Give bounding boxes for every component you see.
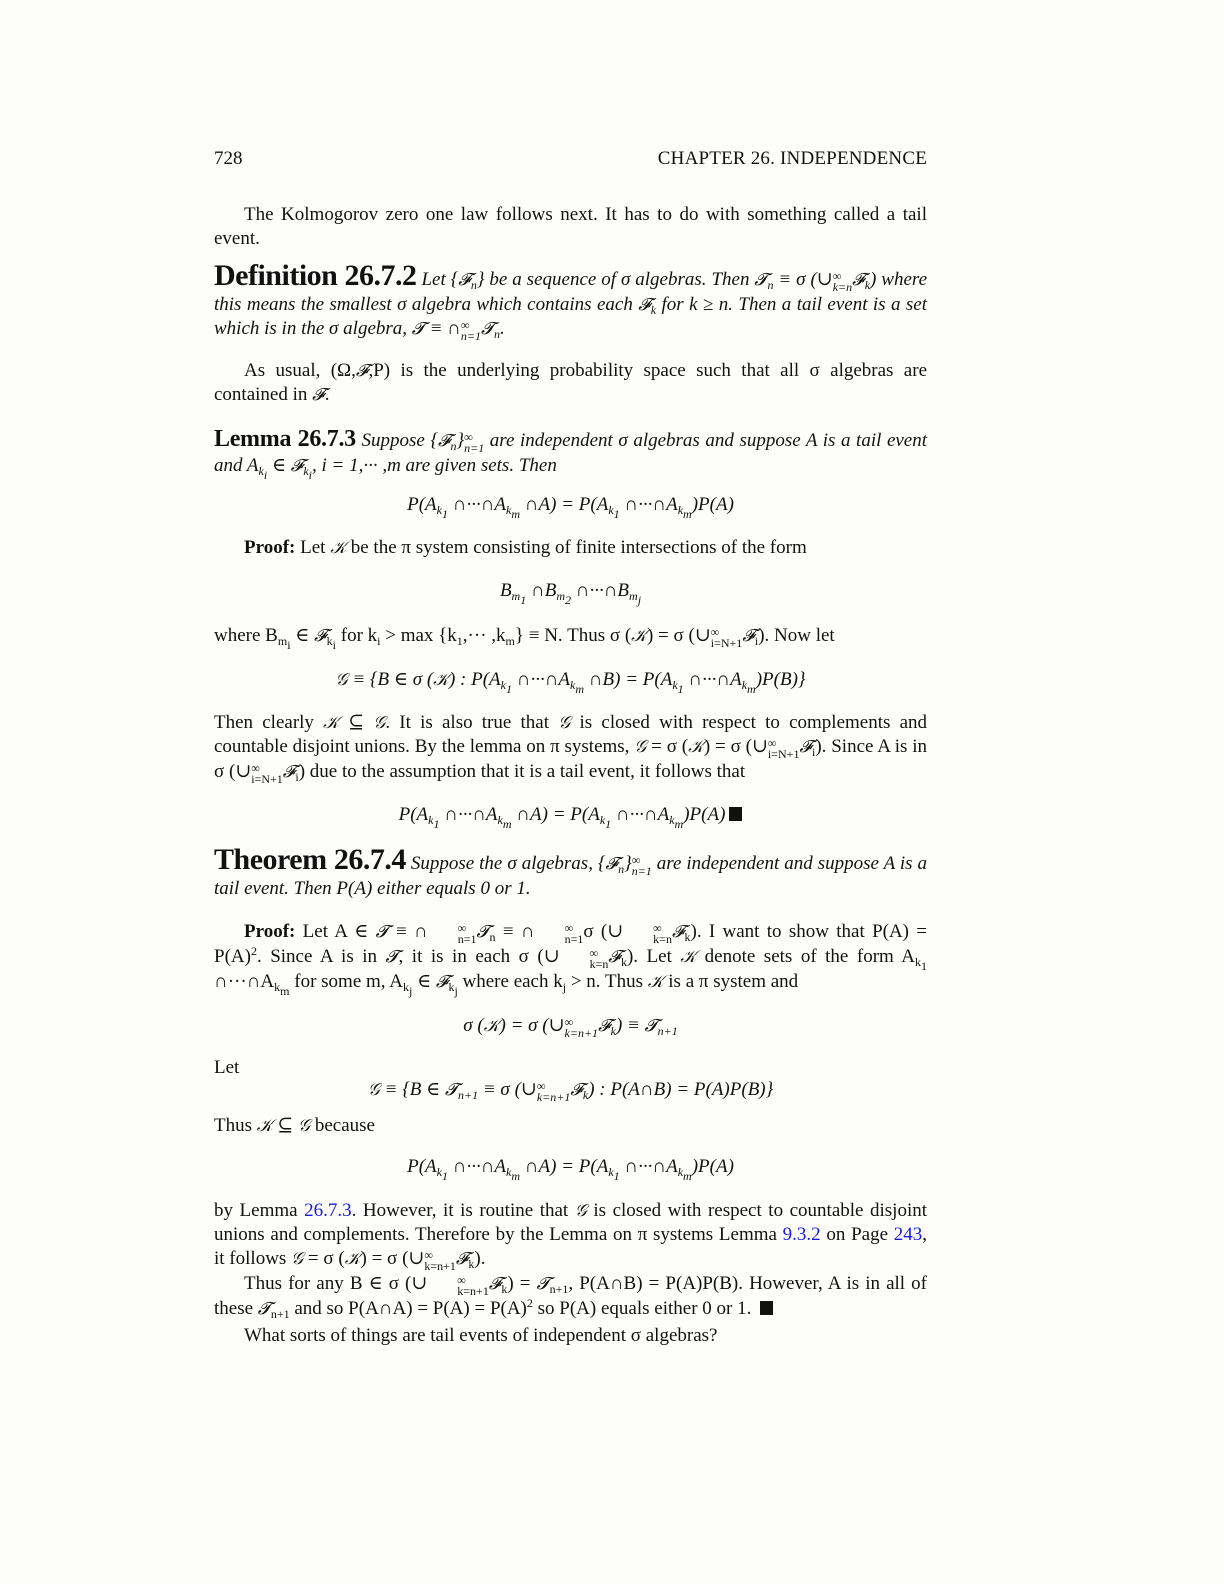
probability-space-paragraph: As usual, (Ω,𝓕,P) is the underlying probability space such that all σ algebras are contained in 𝓕. bbox=[214, 360, 927, 405]
g-definition-equation: 𝒢 ≡ {B ∈ σ (𝒦) : $P(A_{k_1}$ $\cap\cdot\cdot\cdot\cap A_{k_m}$ ∩B) = $P(A_{k_1}$ $\cap\cdot\cdot\cdot\cap A_{k_m})P(B)$} bbox=[335, 669, 806, 696]
intersection-form-equation: $B_{m_1}$ $\cap B_{m_2}$ $\cap\cdot\cdot\cdot\cap B_{m_j}$ bbox=[499, 580, 642, 607]
closing-question: What sorts of things are tail events of independent σ algebras? bbox=[244, 1325, 718, 1346]
sigma-k-equation: σ (𝒦) = σ (∪ ∞ k=n+1 𝓕$_k$) ≡ 𝓣$_{n+1}$ bbox=[463, 1015, 678, 1040]
qed-square-icon bbox=[760, 1301, 773, 1315]
theorem-label: Theorem 26.7.4 bbox=[214, 843, 406, 876]
theorem-26-7-4: Theorem 26.7.4 Suppose the σ algebras, {𝓕$_n$} ∞ n=1 are independent and suppose A is a tail event. Then P(A) either equals 0 or 1. bbox=[214, 843, 928, 899]
lemma-9-3-2-link[interactable]: 9.3.2 bbox=[782, 1224, 821, 1245]
definition-26-7-2: Definition 26.7.2 Let {𝓕$_n$} be a sequence of σ algebras. Then 𝓣$_n$ ≡ σ (∪ ∞ k=n 𝓕$_k$) where this means the smallest σ algebra which contains each 𝓕$_k$ for k ≥ n. Then a tail event is a set which is in the σ algebra, 𝓣 ≡ ∩ ∞ n=1 𝓣$_n$. bbox=[214, 259, 928, 343]
by-lemma-paragraph: by Lemma 26.7.3. However, it is routine that 𝒢 is closed with respect to countable disjoint unions and complements. Therefore by the Lemma on π systems Lemma 9.3.2 on Page 243, it follows 𝒢 = σ (𝒦) = σ (∪ ∞ k=n+1 𝓕$_k$). bbox=[214, 1200, 928, 1273]
lemma-restated-equation: $P(A_{k_1}$ $\cap\cdot\cdot\cdot\cap A_{k_m}$ ∩A) = $P(A_{k_1}$ $\cap\cdot\cdot\cdot\cap A_{k_m})P(A)$ bbox=[407, 1156, 734, 1183]
proof-label: Proof: bbox=[244, 537, 296, 558]
chapter-title: CHAPTER 26. INDEPENDENCE bbox=[657, 148, 927, 169]
definition-label: Definition 26.7.2 bbox=[214, 259, 417, 292]
let-label: Let bbox=[214, 1057, 240, 1078]
proof-theorem: Proof: Let A ∈ 𝓣 ≡ ∩ ∞ n=1 𝓣$_n$ ≡ ∩ ∞ n=1 σ (∪ ∞ k=n 𝓕$_k$). I want to show that $P(A) = P(A)^2$. Since A is in 𝓣, it is in each σ (∪ ∞ k=n 𝓕$_k$). Let 𝒦 denote sets of the form $A_{k_1}$ $\cap\cdot\cdot\cdot\cap A_{k_m}$ for some m, $A_{k_j}$ ∈ 𝓕$_{k_j}$ where each $k_j > n$. Thus 𝒦 is a π system and bbox=[214, 921, 928, 998]
thus-because-line: Thus 𝒦 ⊆ 𝒢 because bbox=[214, 1115, 375, 1136]
page-number: 728 bbox=[214, 148, 243, 169]
thus-for-any-paragraph: Thus for any B ∈ σ (∪ ∞ k=n+1 𝓕$_k$) = 𝓣$_{n+1}$, P(A∩B) = P(A)P(B). However, A is in all of these 𝓣$_{n+1}$ and so P(A∩A) = $P(A) = P(A)^2$ so P(A) equals either 0 or 1. bbox=[214, 1273, 927, 1321]
proof-where-line: where $B_{m_i}$ ∈ 𝓕$_{k_i}$ for $k_i > \max \{k_1,\cdot\cdot\cdot ,k_m\} \equiv N$. Thus σ (𝒦) = σ (∪ ∞ i=N+1 𝓕$_i$). Now let bbox=[214, 625, 835, 652]
page-243-link[interactable]: 243 bbox=[893, 1224, 923, 1245]
intro-paragraph: The Kolmogorov zero one law follows next. It has to do with something called a tail event. bbox=[214, 204, 927, 249]
lemma-26-7-3: Lemma 26.7.3 Suppose {𝓕$_n$} ∞ n=1 are independent σ algebras and suppose A is a tail event and $A_{k_i}$ ∈ 𝓕$_{k_i}$, i = 1,··· ,m are given sets. Then bbox=[214, 426, 928, 482]
proof-label: Proof: bbox=[244, 921, 296, 942]
proof-lemma-start: Proof: Let 𝒦 be the π system consisting of finite intersections of the form bbox=[244, 537, 807, 558]
proof-then-clearly: Then clearly 𝒦 ⊆ 𝒢. It is also true that 𝒢 is closed with respect to complements and countable disjoint unions. By the lemma on π systems, 𝒢 = σ (𝒦) = σ (∪ ∞ i=N+1 𝓕$_i$). Since A is in σ (∪ ∞ i=N+1 𝓕$_i$) due to the assumption that it is a tail event, it follows that bbox=[214, 712, 928, 786]
lemma-26-7-3-link[interactable]: 26.7.3 bbox=[304, 1200, 352, 1221]
lemma-conclusion-equation: $P(A_{k_1}$ $\cap\cdot\cdot\cdot\cap A_{k_m}$ ∩A) = $P(A_{k_1}$ $\cap\cdot\cdot\cdot\cap A_{k_m})P(A)$ bbox=[214, 804, 927, 826]
lemma-label: Lemma 26.7.3 bbox=[214, 426, 356, 452]
lemma-equation: $P(A_{k_1}$ $\cap\cdot\cdot\cdot\cap A_{k_m}$ ∩A) = $P(A_{k_1}$ $\cap\cdot\cdot\cdot\cap A_{k_m})P(A)$ bbox=[407, 494, 734, 521]
qed-square-icon bbox=[729, 807, 742, 821]
g-definition-2-equation: 𝒢 ≡ {B ∈ 𝓣$_{n+1}$ ≡ σ (∪ ∞ k=n+1 𝓕$_k$) : P(A∩B) = P(A)P(B)} bbox=[367, 1079, 774, 1104]
